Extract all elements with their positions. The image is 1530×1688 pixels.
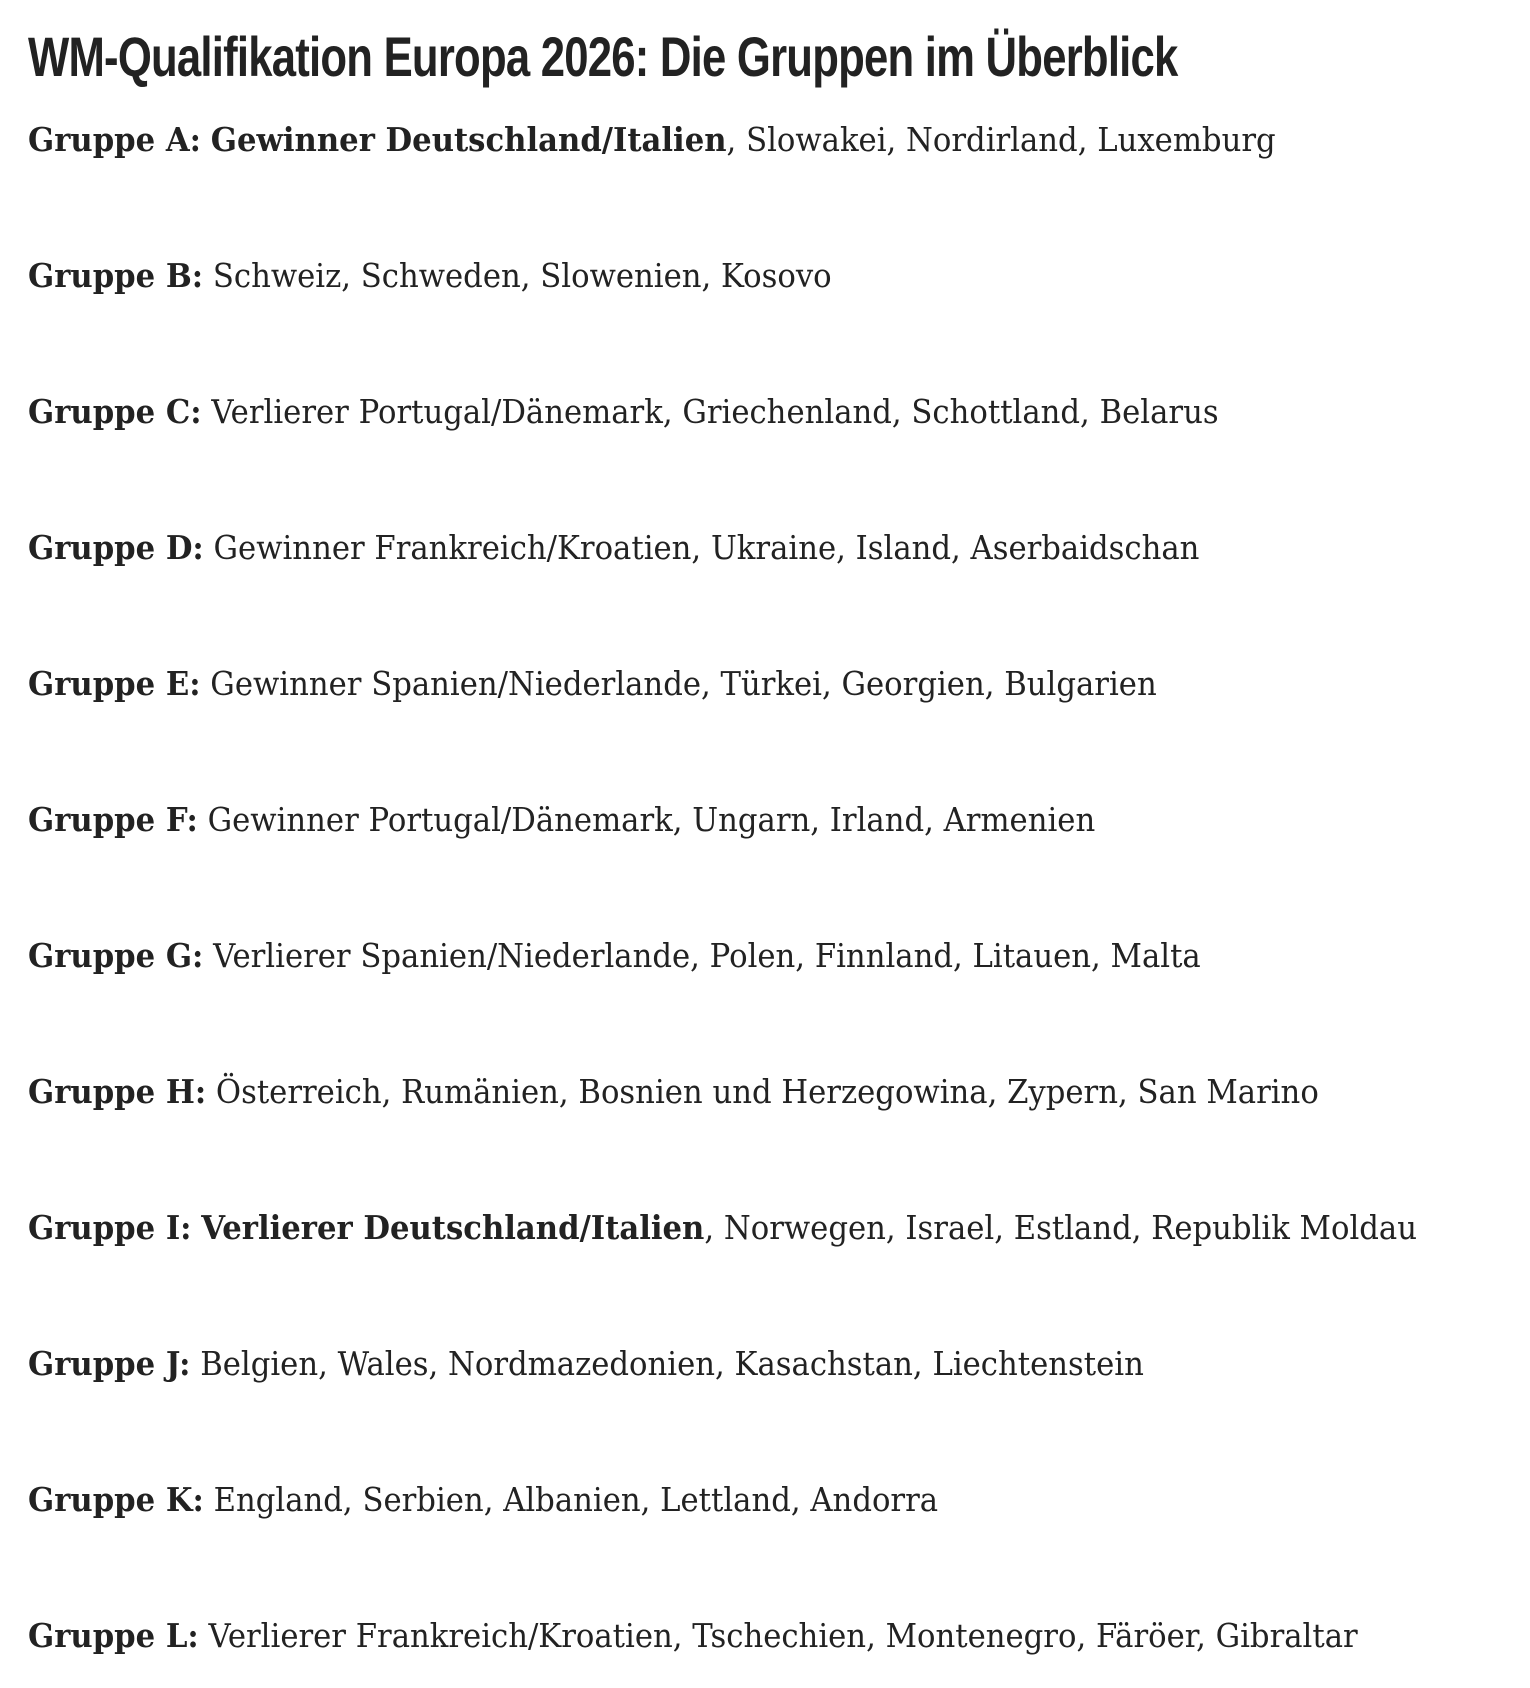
group-teams: Verlierer Portugal/Dänemark, Griechenland, Schottland, Belarus — [211, 392, 1219, 431]
group-item-d — [28, 526, 1399, 570]
group-teams: , Slowakei, Nordirland, Luxemburg — [726, 120, 1276, 159]
group-label: Gruppe E: — [28, 664, 201, 703]
group-item-k — [28, 1478, 1399, 1522]
group-teams: Schweiz, Schweden, Slowenien, Kosovo — [212, 256, 832, 295]
group-highlight-team: Verlierer Deutschland/Italien — [201, 1208, 705, 1247]
group-item-h — [28, 1070, 1399, 1114]
group-item-l — [28, 1614, 1399, 1658]
group-teams: Gewinner Frankreich/Kroatien, Ukraine, Island, Aserbaidschan — [213, 528, 1200, 567]
group-label: Gruppe G: — [28, 936, 204, 975]
group-teams: England, Serbien, Albanien, Lettland, Andorra — [213, 1480, 939, 1519]
group-teams: Gewinner Portugal/Dänemark, Ungarn, Irland, Armenien — [207, 800, 1096, 839]
group-highlight-team: Gewinner Deutschland/Italien — [210, 120, 727, 159]
group-teams: , Norwegen, Israel, Estland, Republik Moldau — [704, 1208, 1417, 1247]
group-label: Gruppe L: — [28, 1616, 199, 1655]
group-teams: Belgien, Wales, Nordmazedonien, Kasachstan, Liechtenstein — [200, 1344, 1144, 1383]
group-label: Gruppe D: — [28, 528, 204, 567]
group-item-j — [28, 1342, 1399, 1386]
group-label: Gruppe A: — [28, 120, 201, 159]
page-title: WM-Qualifikation Europa 2026: Die Gruppen im Überblick — [28, 25, 1178, 88]
group-label: Gruppe C: — [28, 392, 202, 431]
group-teams: Gewinner Spanien/Niederlande, Türkei, Georgien, Bulgarien — [210, 664, 1157, 703]
group-item-c — [28, 390, 1399, 434]
group-teams: Verlierer Spanien/Niederlande, Polen, Finnland, Litauen, Malta — [213, 936, 1201, 975]
group-item-e — [28, 662, 1399, 706]
group-item-a — [28, 118, 1399, 162]
group-list — [28, 118, 1502, 1658]
group-label: Gruppe I: — [28, 1208, 192, 1247]
group-item-f — [28, 798, 1399, 842]
group-item-b — [28, 254, 1399, 298]
group-label: Gruppe K: — [28, 1480, 204, 1519]
group-item-i — [28, 1206, 1417, 1250]
group-label: Gruppe J: — [28, 1344, 191, 1383]
group-label: Gruppe B: — [28, 256, 204, 295]
group-teams: Verlierer Frankreich/Kroatien, Tschechien, Montenegro, Färöer, Gibraltar — [208, 1616, 1358, 1655]
group-teams: Österreich, Rumänien, Bosnien und Herzegowina, Zypern, San Marino — [215, 1072, 1319, 1111]
group-item-g — [28, 934, 1399, 978]
group-label: Gruppe F: — [28, 800, 198, 839]
group-label: Gruppe H: — [28, 1072, 207, 1111]
